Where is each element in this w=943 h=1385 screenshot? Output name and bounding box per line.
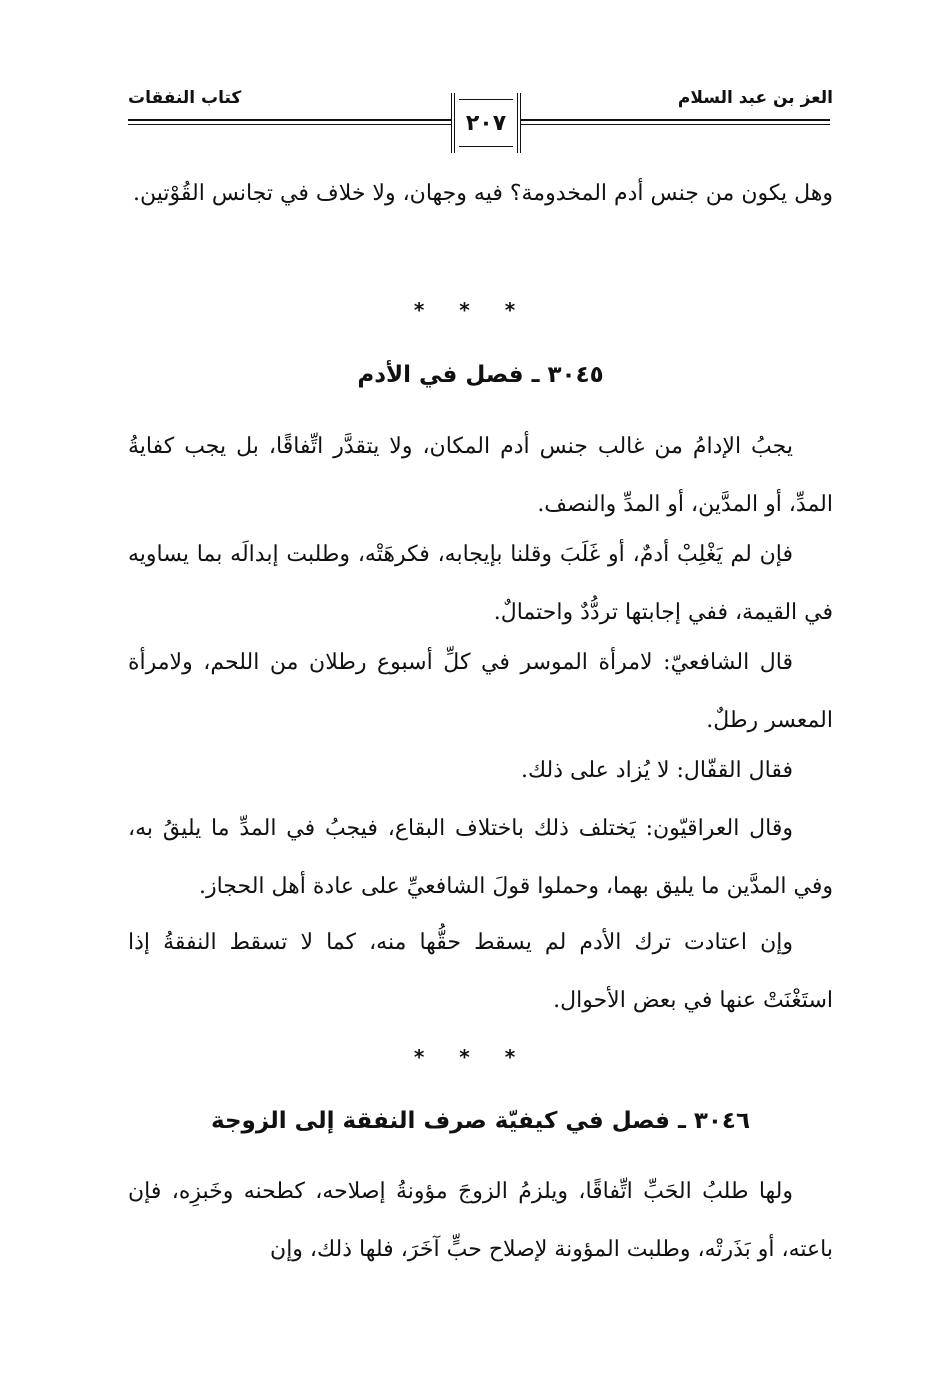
running-header-author: العز بن عبد السلام [677, 88, 833, 108]
section-separator-stars: * * * [413, 1045, 530, 1069]
header-rule-left-thin [128, 124, 451, 125]
header-rule-right-thin [521, 124, 830, 125]
paragraph: فإن لم يَغْلِبْ أدمٌ، أو غَلَبَ وقلنا بإيجابه، فكرهَتْه، وطلبت إبدالَه بما يساويه في القيمة، ففي إجابتها تردُّدٌ واحتمالٌ. [128, 542, 833, 625]
paragraph: قال الشافعيّ: لامرأة الموسر في كلِّ أسبوع رطلان من اللحم، ولامرأة المعسر رطلٌ. [128, 650, 833, 733]
paragraph-continuation: وهل يكون من جنس أدم المخدومة؟ فيه وجهان، ولا خلاف في تجانس القُوْتين. [133, 181, 833, 206]
section-separator-stars: * * * [413, 298, 530, 322]
section-heading-3046: ٣٠٤٦ ـ فصل في كيفيّة صرف النفقة إلى الزوجة [211, 1108, 750, 1134]
paragraph: وإن اعتادت ترك الأدم لم يسقط حقُّها منه، كما لا تسقط النفقةُ إذا استَغْنَتْ عنها في بعض الأحوال. [128, 930, 833, 1013]
paragraph: وقال العراقيّون: يَختلف ذلك باختلاف البقاع، فيجبُ في المدِّ ما يليقُ به، وفي المدَّين ما يليق بهما، وحملوا قولَ الشافعيِّ على عادة أهل الحجاز. [128, 816, 833, 899]
paragraph: فقال القفّال: لا يُزاد على ذلك. [521, 758, 793, 783]
header-rule-right [521, 119, 830, 121]
section-heading-3045: ٣٠٤٥ ـ فصل في الأدم [357, 362, 604, 388]
paragraph: ولها طلبُ الحَبِّ اتِّفاقًا، ويلزمُ الزوجَ مؤونةُ إصلاحه، كطحنه وخَبزِه، فإن باعته، أو بَذَرتْه، وطلبت المؤونة لإصلاح حبٍّ آخَرَ، فلها ذلك، وإن [128, 1179, 833, 1262]
page-number-box [451, 93, 521, 153]
paragraph: يجبُ الإدامُ من غالب جنس أدم المكان، ولا يتقدَّر اتِّفاقًا، بل يجب كفايةُ المدِّ، أو المدَّين، أو المدِّ والنصف. [128, 434, 833, 517]
header-rule-left [128, 119, 451, 121]
running-header-chapter: كتاب النفقات [128, 88, 242, 108]
page-number: ٢٠٧ [465, 110, 507, 136]
